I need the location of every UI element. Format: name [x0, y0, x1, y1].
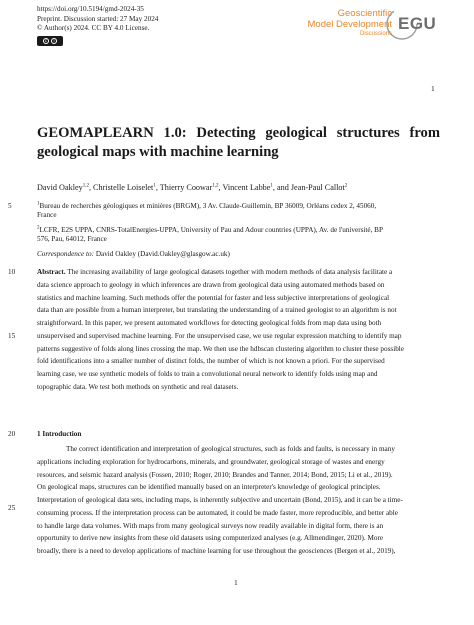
affiliation-2: $^2$LCFR, E2S UPPA, CNRS-TotalEnergies-UPPA, University of Pau and Adour countries (UPPA), Av. de l'université, BP 576, Pau, 64012, France [37, 225, 383, 244]
section-heading: 1 Introduction [37, 430, 82, 438]
journal-line-1: Geoscientific [337, 8, 392, 19]
affiliation-1: $^1$Bureau de recherches géologiques et minières (BRGM), 3 Av. Claude-Guillemin, BP 36009, Orléans cedex 2, 45060, France [37, 201, 377, 220]
line-number-10: 10 [8, 268, 16, 276]
cc-by-icon[interactable]: c i [37, 36, 63, 46]
line-number-25: 25 [8, 504, 16, 512]
journal-line-3: Discussions [359, 31, 392, 37]
correspondence: Correspondence to: David Oakley (David.Oakley@glasgow.ac.uk) [37, 250, 230, 258]
line-number-5: 5 [8, 202, 12, 210]
page-number-bottom: 1 [234, 578, 238, 587]
preprint-date: Preprint. Discussion started: 27 May 2024 [37, 14, 159, 23]
egu-logo: EGU [398, 14, 437, 33]
copyright-line: © Author(s) 2024. CC BY 4.0 License. [37, 24, 150, 33]
abstract: Abstract. The increasing availability of large geological datasets together with modern methods of data analysis facilitate a data science approach to geology in which inferences are drawn from geological data using automated methods based on statistics and machine learning. Such methods offer the potential for faster and less subjective interpretations of geological data than are possible from a human interpreter, but translating the understanding of a trained geologist to an algorithm is not straightforward. In this paper, we present automated workflows for detecting geological folds from map data using both unsupervised and supervised machine learning. For the unsupervised case, we use regular expression matching to identify map patterns suggestive of folds along lines crossing the map. We then use the hdbscan clustering algorithm to cluster these possible fold identifications into a smaller number of distinct folds, the number of which is not known a priori. For the supervised learning case, we use synthetic models of folds to train a convolutional neural network to identify folds using map and topographic data. We test both methods on synthetic and real datasets. [37, 268, 404, 391]
introduction-body: The correct identification and interpretation of geological structures, such as folds and faults, is necessary in many applications including exploration for hydrocarbons, minerals, and groundwater, geological storage of wastes and energy resources, and seismic hazard analysis (Fossen, 2010; Roger, 2010; Brandes and Tanner, 2014; Bond, 2015; Li et al., 2019). On geological maps, structures can be identified manually based on an interpreter's knowledge of geological principles. Interpretation of geological data sets, including maps, is inherently subjective and uncertain (Bond, 2015), and it can be a time- consuming process. If the interpretation process can be automated, it could be made faster, more reproducible, and better able to handle large data volumes. With maps from many geological surveys now readily available in digital form, there is an opportunity to derive new insights from these old datasets using computerized analyses (e.g. Allmendinger, 2020). More broadly, there is a need to develop applications of machine learning for use throughout the geosciences (Bergen et al., 2019), [37, 445, 403, 555]
line-number-15: 15 [8, 332, 16, 340]
preprint-header [37, 5, 158, 34]
page-number-top: 1 [431, 84, 435, 93]
doi-link[interactable]: https://doi.org/10.5194/gmd-2024-35 [37, 5, 144, 13]
author-list: David Oakley$^{1,2}$, Christelle Loiselet$^1$, Thierry Coowar$^{1,2}$, Vincent Labbe$^1$, and Jean-Paul Callot$^2$ [37, 183, 348, 192]
journal-line-2: Model Development [307, 19, 392, 30]
journal-name [308, 8, 393, 38]
abstract-label: Abstract. [37, 268, 66, 276]
line-number-20: 20 [8, 430, 16, 438]
paper-title: GEOMAPLEARN 1.0: Detecting geological structures from geological maps with machine learning [37, 125, 440, 160]
